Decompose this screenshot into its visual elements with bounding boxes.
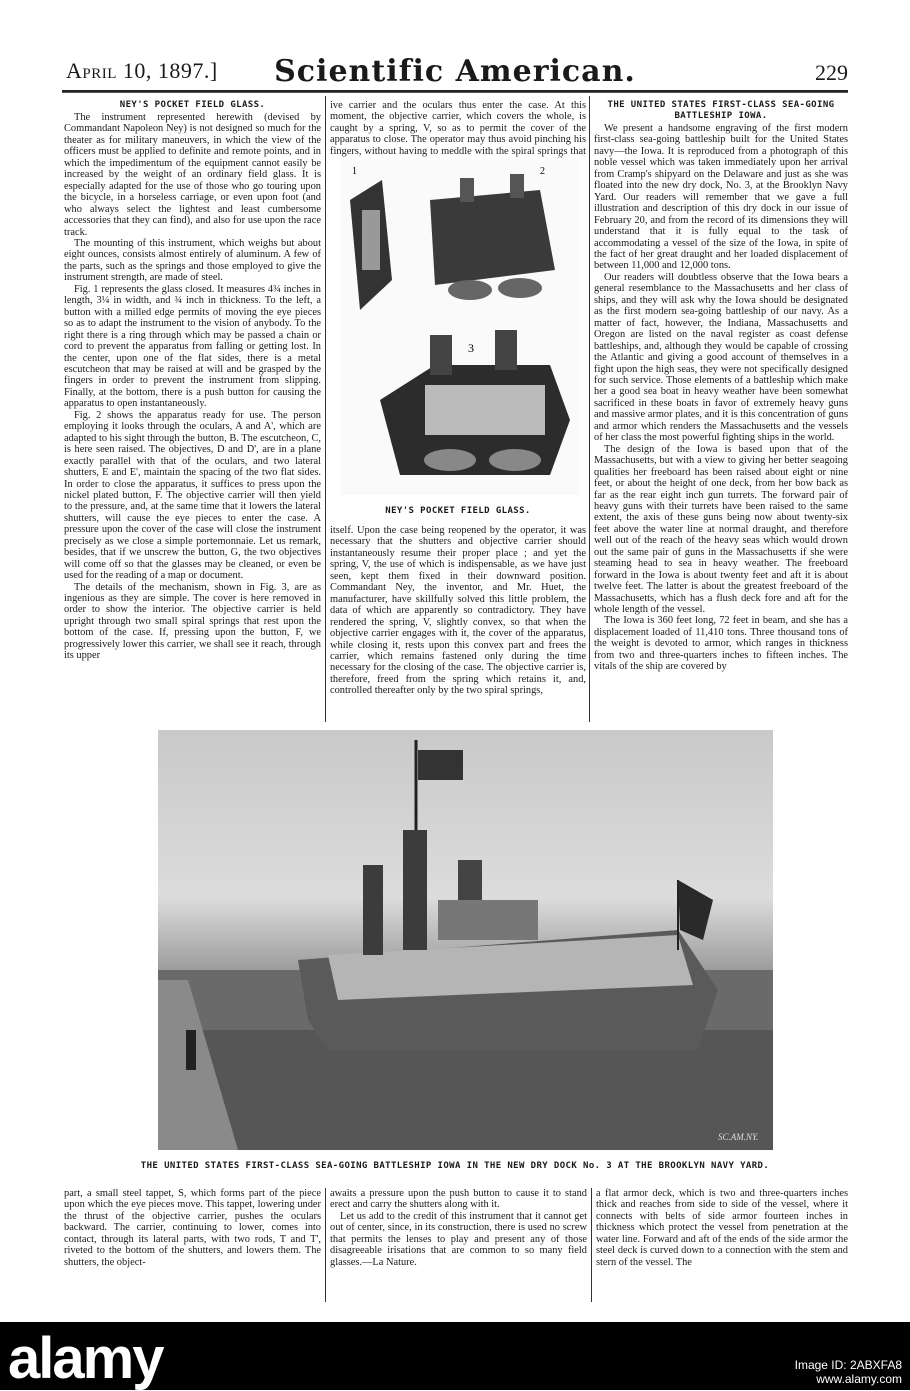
header-rule bbox=[62, 90, 848, 93]
watermark-url: www.alamy.com bbox=[816, 1372, 902, 1386]
engraver-signature: POYET bbox=[540, 484, 563, 492]
paragraph: part, a small steel tappet, S, which forms part of the piece upon which the eye pieces move. This tappet, lowering under the thrust of the objective carrier, pushes the oculars backward. The carrier, continuing to lower, comes into contact, through its lateral parts, with two rods, T and T', riveted to the bottom of the shutters, and lowers them. The shutters, the object- bbox=[64, 1188, 321, 1268]
paragraph: The mounting of this instrument, which weighs but about eight ounces, consists almost entirely of aluminum. A few of the parts, such as the springs and those employed to give the instrument strength, are made of steel. bbox=[64, 237, 321, 284]
figure-caption: NEY'S POCKET FIELD GLASS. bbox=[385, 506, 531, 516]
paragraph: itself. Upon the case being reopened by the operator, it was necessary that the shutters and objective carrier should instantaneously resume their proper place ; and yet the spring, V, the use of which is indispensable, as we have just seen, kept them fixed in their downward position. Commandant Ney, the inventor, and Mr. Huet, the manufacturer, have skillfully solved this little problem, the data of which are apparently so contradictory. They have rendered the spring, V, slightly convex, so that when the objective carrier engages with it, the cover of the apparatus, while closing it, rests upon this convex part and frees the carrier, which remains fastened only during the time necessary for the closing of the case. The objective carrier is, therefore, freed from the spring which retains it, and, controlled thereafter only by the two spiral springs, bbox=[330, 525, 586, 697]
ney-article-column-2-top bbox=[330, 100, 586, 158]
ney-article-column-2-bottom bbox=[330, 506, 586, 722]
paragraph: ive carrier and the oculars thus enter the case. At this moment, the objective carrier, which covers the whole, is caught by a spring, V, so as to permit the cover of the apparatus to close. The operator may thus avoid pinching his fingers, without having to meddle with the spiral springs that bbox=[330, 100, 586, 157]
fig3-label: 3 bbox=[468, 341, 474, 355]
paragraph: Our readers will doubtless observe that the Iowa bears a general resemblance to the Massachusetts and her class of ships, and they will ask why the Iowa should be designated as the first modern sea-going battleship of our navy. As a matter of fact, however, the Indiana, Massachusetts and Oregon are listed on the naval register as coast defense battleships, and, although they would be capable of crossing the Atlantic and giving a good account of themselves in a fight upon the high seas, they were not specifically designed for such service. Those elements of a battleship which make her a good sea boat in heavy weather have been somewhat sacrificed in these boats in favor of extremely heavy guns and massive armor plates, and it is this concentration of guns and armor which renders the Massachusetts and the vessels of her class the most powerful fighting ships in the world. bbox=[594, 271, 848, 444]
photo-caption: THE UNITED STATES FIRST-CLASS SEA-GOING BATTLESHIP IOWA IN THE NEW DRY DOCK No. 3 AT THE BROOKLYN NAVY YARD. bbox=[140, 1161, 770, 1171]
paragraph: We present a handsome engraving of the first modern first-class sea-going battleship built for the United States navy—the Iowa. It is reproduced from a photograph of this noble vessel which was taken immediately upon her arrival from Cramp's shipyard on the Delaware and just as she was floated into the new dry dock, No. 3, at the Brooklyn Navy Yard. Our readers will remember that we gave a full illustration and description of this dry dock in our issue of February 20, and from the record of its dimensions they will understand that it is fully equal to the task of accommodating a vessel of the size of the Iowa, in spite of the fact of her great draught and her loaded displacement of between 11,000 and 12,000 tons. bbox=[594, 123, 848, 272]
fig1-label: 1 bbox=[352, 166, 357, 177]
paragraph: Fig. 1 represents the glass closed. It measures 4¾ inches in length, 3¼ in width, and ¾ inch in thickness. To the left, a button with a milled edge permits of moving the eye pieces so as to adapt the instrument to the vision of anybody. To the right there is a ring through which may be passed a chain or cord to prevent the apparatus from falling or getting lost. In the center, upon one of the flat sides, there is a metal escutcheon that may be raised at will and be grasped by the fingers in order to prevent the instrument from slipping. Finally, at the bottom, there is a push button for causing the apparatus to open instantaneously. bbox=[64, 283, 321, 410]
fig2-label: 2 bbox=[540, 166, 545, 177]
paragraph: The design of the Iowa is based upon that of the Massachusetts, but with a view to giving her better seagoing qualities her freeboard has been raised about eight or nine feet, or about the height of one deck, from her bow back as far as the rear eight inch gun turrets. The forward pair of heavy guns with their turrets have been raised to the same extent, the axis of these guns being now about twenty-six feet above the water line at normal draught, and therefore well out of the reach of the heavy seas which would drown out the same pair of guns in the Massachusetts if she were steaming head to sea in heavy weather. The freeboard forward in the Iowa is about twenty feet and aft it is about twelve feet. The latter is about the greatest freeboard of the Massachusetts, which has a flush deck fore and aft for the whole length of the vessel. bbox=[594, 443, 848, 616]
article-title: NEY'S POCKET FIELD GLASS. bbox=[119, 100, 266, 110]
paragraph: The Iowa is 360 feet long, 72 feet in beam, and she has a displacement loaded of 11,410 tons. Three thousand tons of the weight is devoted to armor, which ranges in thickness from two and three-quarters inches to fifteen inches. The vitals of the ship are covered by bbox=[594, 615, 848, 673]
paragraph: Fig. 2 shows the apparatus ready for use. The person employing it looks through the oculars, A and A', which are adapted to his sight through the button, B. The escutcheon, C, is here seen raised. The objectives, D and D', are in a plane exactly parallel with that of the oculars, and two lateral shutters, E and E', maintain the spacing of the two flat sides. In order to close the apparatus, it suffices to press upon the nickel plated button, F. The objective carrier will then yield to the pressure, and, at the same time that it lowers the lateral shutters, will cause the eye pieces to enter the case. A pressure upon the cover of the case will close the instrument precisely as we close a simple portemonnaie. Let us remark, besides, that if we unscrew the button, G, the two objectives will come off so that the glasses may be cleaned, or even be used for the reading of a map or document. bbox=[64, 409, 321, 582]
alamy-logo: alamy bbox=[8, 1326, 163, 1391]
field-glass-illustration bbox=[340, 160, 580, 495]
column-divider bbox=[589, 96, 590, 722]
issue-date: April 10, 1897.] bbox=[66, 58, 218, 83]
column-divider bbox=[591, 1188, 592, 1302]
column-divider bbox=[325, 96, 326, 722]
battleship-iowa-photo bbox=[158, 730, 773, 1150]
page-number: 229 bbox=[815, 60, 848, 85]
paragraph: awaits a pressure upon the push button to cause it to stand erect and carry the shutters along with it. bbox=[330, 1188, 587, 1211]
iowa-article-column bbox=[594, 100, 848, 722]
masthead: Scientific American. bbox=[274, 54, 636, 89]
paragraph: Let us add to the credit of this instrument that it cannot get out of center, since, in its construction, there is used no screw that permits the lenses to play and present any of those disagreeable irisations that are common to so many field glasses.—La Nature. bbox=[330, 1210, 587, 1268]
paragraph: a flat armor deck, which is two and three-quarters inches thick and reaches from side to side of the vessel, where it connects with belts of side armor fourteen inches in thickness which protect the vessel from penetration at the water line. Forward and aft of the ends of the side armor the steel deck is curved down to a connection with the stem and stern of the vessel. The bbox=[596, 1188, 848, 1268]
ney-article-continued-2 bbox=[330, 1188, 587, 1302]
image-id-text: Image ID: 2ABXFA8 bbox=[794, 1358, 902, 1372]
iowa-article-continued bbox=[596, 1188, 848, 1302]
paragraph: The instrument represented herewith (devised by Commandant Napoleon Ney) is not designed so much for the theater as for military maneuvers, in which the view of the officers must be applied to definite and remote points, and in which the impedimentum of the equipment cannot easily be increased by the weight of an ordinary field glass. It is especially adapted for the use of those who go touring upon the bicycle, in a horseless carriage, or even upon foot (and who always select the lightest and least cumbersome accessories that they can find), and also for use upon the race track. bbox=[64, 112, 321, 238]
watermark-bar bbox=[0, 1322, 910, 1390]
image-id bbox=[795, 1358, 902, 1386]
photo-credit: SC.AM.NY. bbox=[718, 1132, 759, 1142]
article-title: THE UNITED STATES FIRST-CLASS SEA-GOING BATTLESHIP IOWA. bbox=[607, 100, 835, 121]
ney-article-column-1 bbox=[64, 100, 321, 722]
ney-article-continued-1 bbox=[64, 1188, 321, 1302]
column-divider bbox=[325, 1188, 326, 1302]
paragraph: The details of the mechanism, shown in Fig. 3, are as ingenious as they are simple. The cover is here removed in order to show the interior. The objective carrier is held upright through two small spiral springs that rest upon the bottom of the case. If, pressing upon the button, F, we progressively lower this carrier, we shall see it reach, through its upper bbox=[64, 581, 321, 662]
